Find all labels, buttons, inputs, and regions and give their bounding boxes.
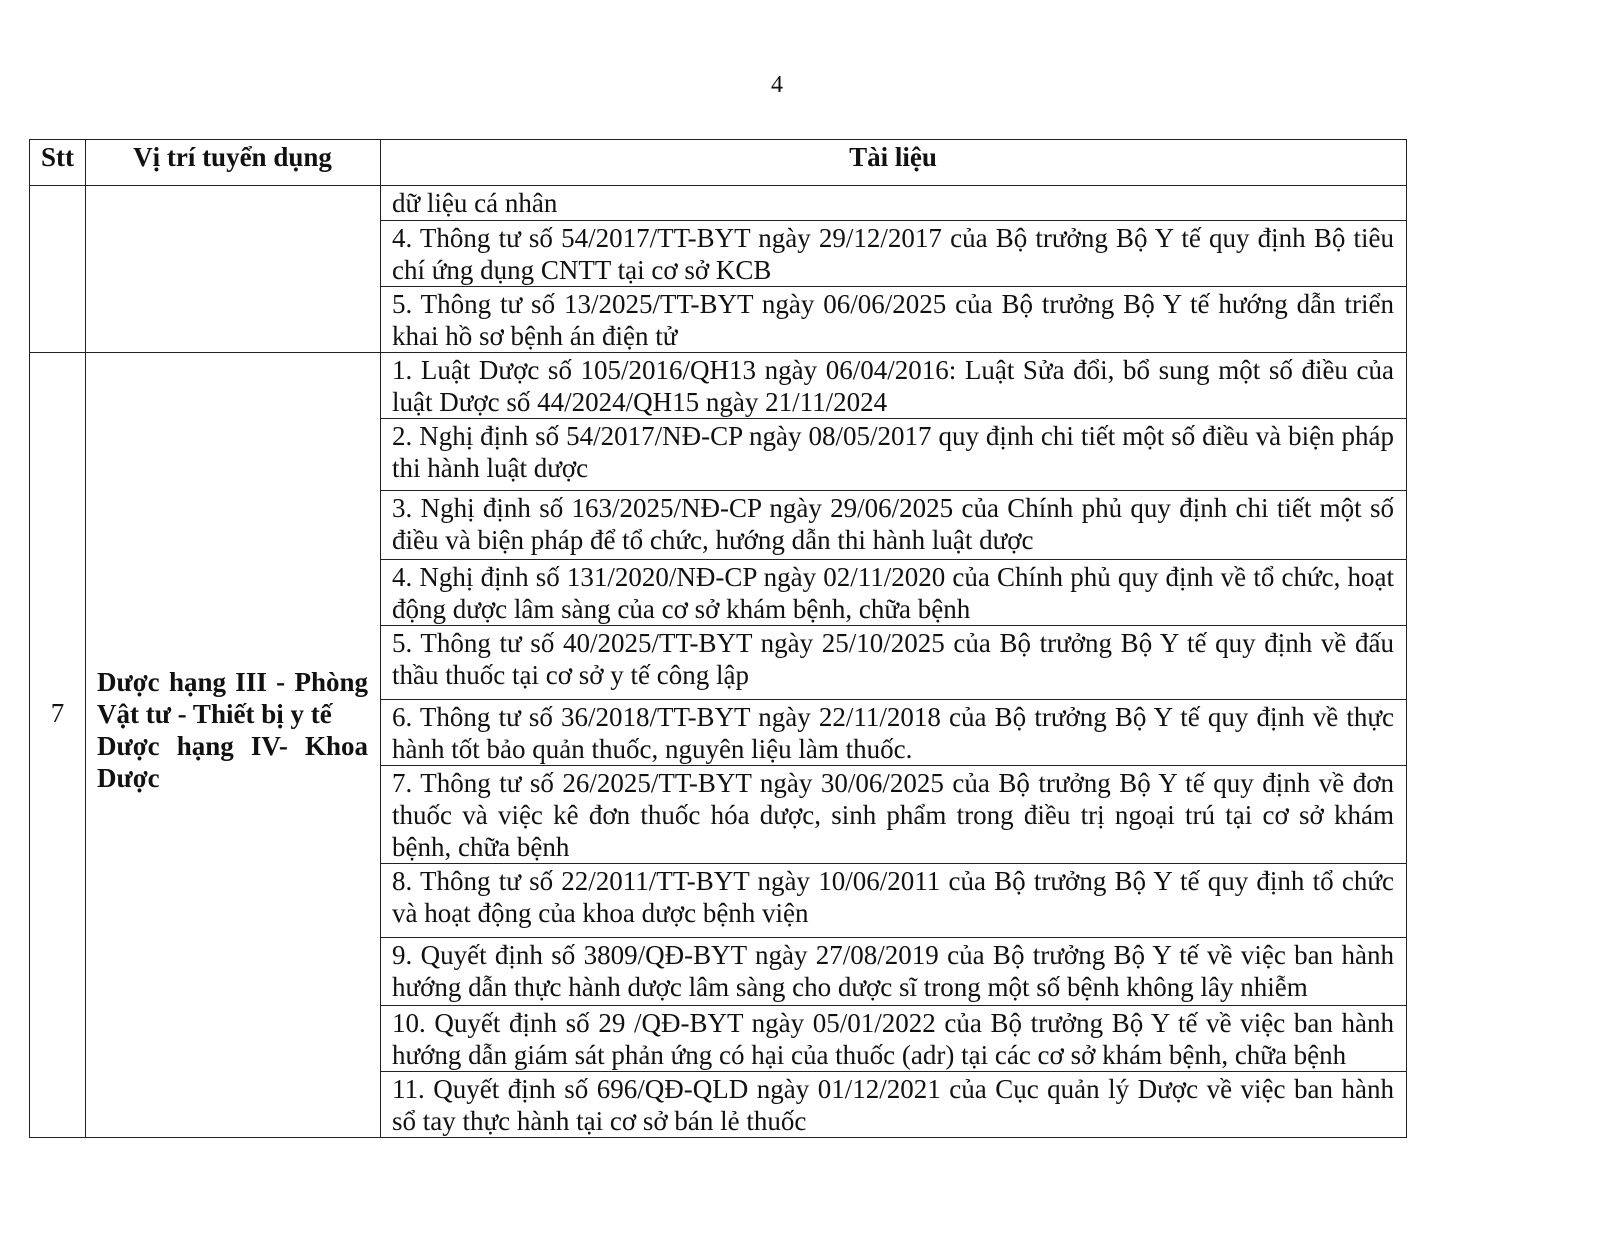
header-stt: Stt: [30, 140, 86, 186]
document-cell: 2. Nghị định số 54/2017/NĐ-CP ngày 08/05/2017 quy định chi tiết một số điều và biện pháp thi hành luật dược: [381, 419, 1407, 491]
document-cell: 1. Luật Dược số 105/2016/QH13 ngày 06/04/2016: Luật Sửa đổi, bổ sung một số điều của luật Dược số 44/2024/QH15 ngày 21/11/2024: [381, 353, 1407, 419]
document-cell: 5. Thông tư số 40/2025/TT-BYT ngày 25/10/2025 của Bộ trưởng Bộ Y tế quy định về đấu thầu thuốc tại cơ sở y tế công lập: [381, 626, 1407, 700]
header-documents: Tài liệu: [381, 140, 1407, 186]
document-cell: 4. Nghị định số 131/2020/NĐ-CP ngày 02/11/2020 của Chính phủ quy định về tổ chức, hoạt động dược lâm sàng của cơ sở khám bệnh, chữa bệnh: [381, 560, 1407, 626]
document-cell: 10. Quyết định số 29 /QĐ-BYT ngày 05/01/2022 của Bộ trưởng Bộ Y tế về việc ban hành hướng dẫn giám sát phản ứng có hại của thuốc (adr) tại các cơ sở khám bệnh, chữa bệnh: [381, 1006, 1407, 1072]
stt-cell: [30, 186, 86, 353]
document-cell: 6. Thông tư số 36/2018/TT-BYT ngày 22/11/2018 của Bộ trưởng Bộ Y tế quy định về thực hành tốt bảo quản thuốc, nguyên liệu làm thuốc.: [381, 700, 1407, 766]
stt-cell: 7: [30, 353, 86, 1138]
page-number: 4: [771, 72, 783, 98]
document-cell: 9. Quyết định số 3809/QĐ-BYT ngày 27/08/2019 của Bộ trưởng Bộ Y tế về việc ban hành hướng dẫn thực hành dược lâm sàng cho dược sĩ trong một số bệnh không lây nhiễm: [381, 938, 1407, 1006]
document-cell: 8. Thông tư số 22/2011/TT-BYT ngày 10/06/2011 của Bộ trưởng Bộ Y tế quy định tổ chức và hoạt động của khoa dược bệnh viện: [381, 864, 1407, 938]
position-title: Dược hạng IV- Khoa Dược: [97, 731, 368, 793]
position-cell: [86, 353, 381, 1138]
position-title: Dược hạng III - Phòng Vật tư - Thiết bị y tế: [97, 667, 368, 729]
position-cell: [86, 186, 381, 353]
document-cell: 4. Thông tư số 54/2017/TT-BYT ngày 29/12/2017 của Bộ trưởng Bộ Y tế quy định Bộ tiêu chí ứng dụng CNTT tại cơ sở KCB: [381, 221, 1407, 287]
header-position: Vị trí tuyển dụng: [86, 140, 381, 186]
document-cell: 7. Thông tư số 26/2025/TT-BYT ngày 30/06/2025 của Bộ trưởng Bộ Y tế quy định về đơn thuốc và việc kê đơn thuốc hóa dược, sinh phẩm trong điều trị ngoại trú tại cơ sở khám bệnh, chữa bệnh: [381, 766, 1407, 864]
table-header-row: [30, 140, 1407, 186]
table-row: [30, 353, 1407, 419]
recruitment-documents-table: [29, 139, 1407, 1138]
document-cell: 5. Thông tư số 13/2025/TT-BYT ngày 06/06/2025 của Bộ trưởng Bộ Y tế hướng dẫn triển khai hồ sơ bệnh án điện tử: [381, 287, 1407, 353]
document-cell: dữ liệu cá nhân: [381, 186, 1407, 221]
document-cell: 3. Nghị định số 163/2025/NĐ-CP ngày 29/06/2025 của Chính phủ quy định chi tiết một số điều và biện pháp để tổ chức, hướng dẫn thi hành luật dược: [381, 491, 1407, 560]
document-cell: 11. Quyết định số 696/QĐ-QLD ngày 01/12/2021 của Cục quản lý Dược về việc ban hành sổ tay thực hành tại cơ sở bán lẻ thuốc: [381, 1072, 1407, 1138]
table-row: [30, 186, 1407, 221]
